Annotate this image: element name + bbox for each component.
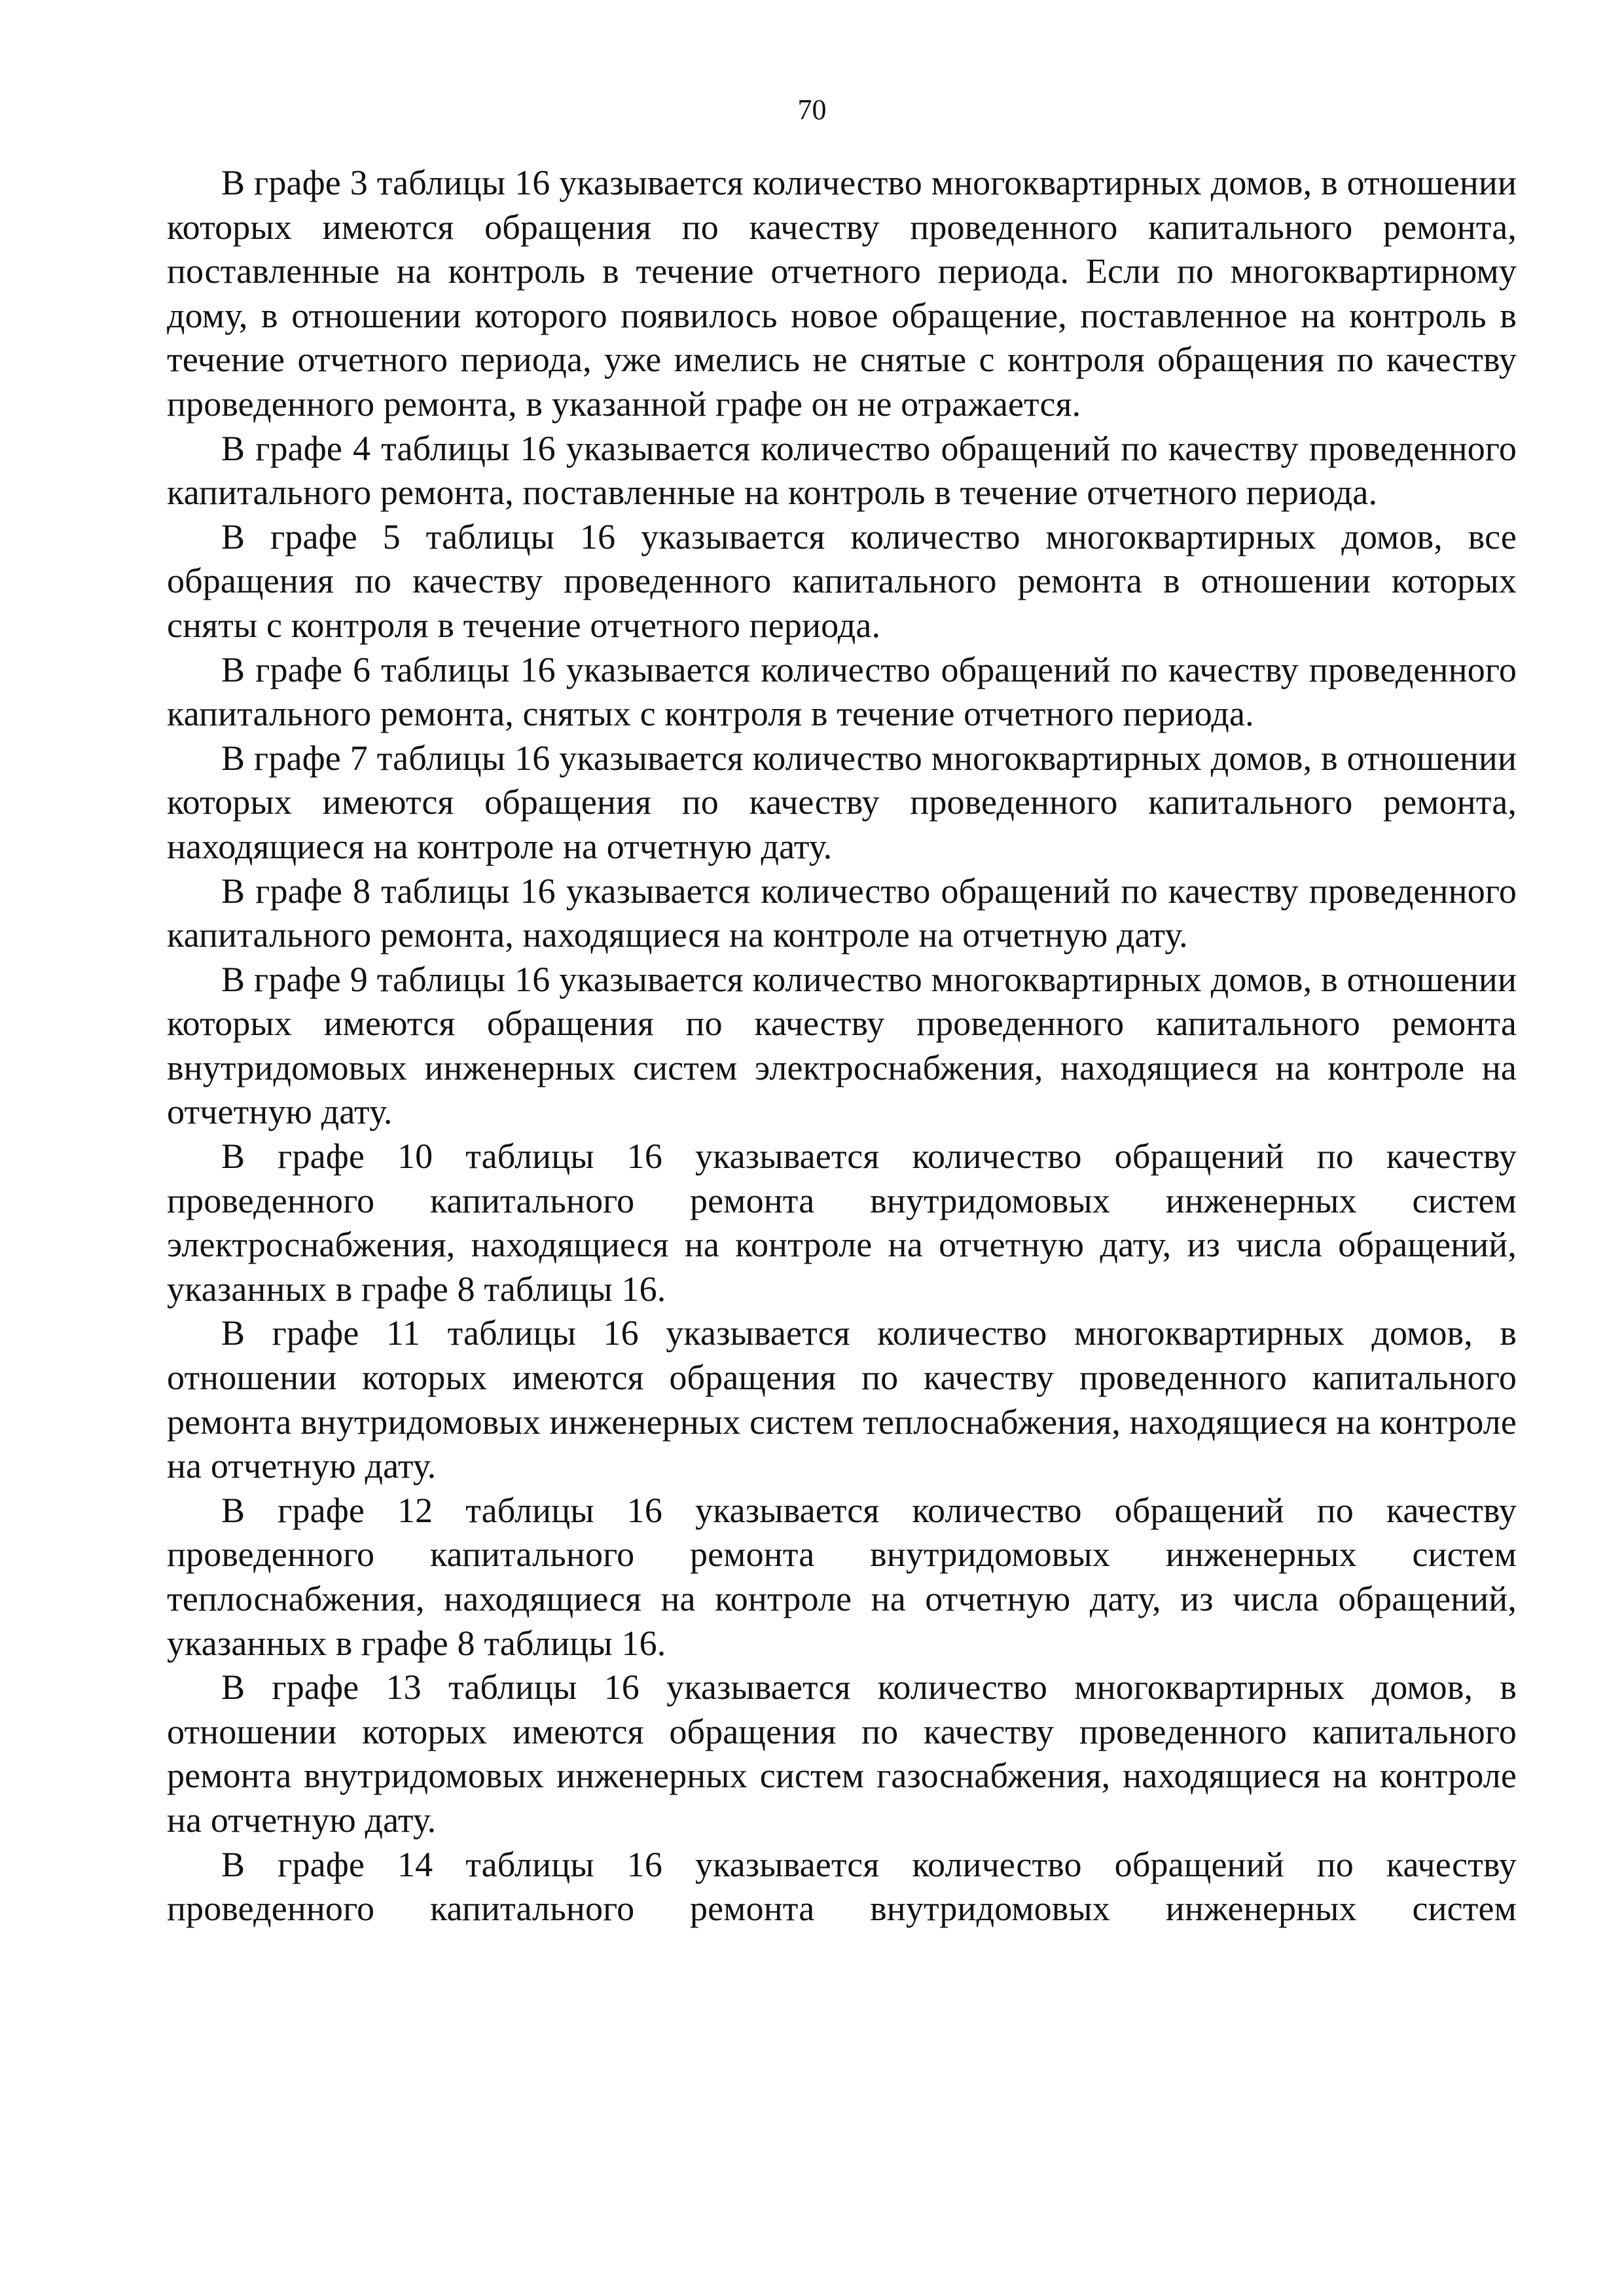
paragraph-grafa-13: В графе 13 таблицы 16 указывается количество многоквартирных домов, в отношении которых имеются обращения по качеству проведенного капитального ремонта внутридомовых инженерных систем газоснабжения, находящиеся на контроле на отчетную дату.: [167, 1667, 1517, 1840]
paragraph-grafa-3: В графе 3 таблицы 16 указывается количество многоквартирных домов, в отношении которых имеются обращения по качеству проведенного капитального ремонта, поставленные на контроль в течение отчетного периода. Если по многоквартирному дому, в отношении которого появилось новое обращение, поставленное на контроль в течение отчетного периода, уже имелись не снятые с контроля обращения по качеству проведенного ремонта, в указанной графе он не отражается.: [167, 163, 1517, 424]
paragraph-grafa-12: В графе 12 таблицы 16 указывается количество обращений по качеству проведенного капитального ремонта внутридомовых инженерных систем теплоснабжения, находящиеся на контроле на отчетную дату, из числа обращений, указанных в графе 8 таблицы 16.: [167, 1490, 1517, 1663]
paragraph-grafa-14: В графе 14 таблицы 16 указывается количество обращений по качеству проведенного капитального ремонта внутридомовых инженерных систем: [167, 1844, 1517, 1929]
paragraph-grafa-10: В графе 10 таблицы 16 указывается количество обращений по качеству проведенного капитального ремонта внутридомовых инженерных систем электроснабжения, находящиеся на контроле на отчетную дату, из числа обращений, указанных в графе 8 таблицы 16.: [167, 1137, 1517, 1309]
paragraph-grafa-7: В графе 7 таблицы 16 указывается количество многоквартирных домов, в отношении которых имеются обращения по качеству проведенного капитального ремонта, находящиеся на контроле на отчетную дату.: [167, 738, 1517, 866]
paragraph-grafa-5: В графе 5 таблицы 16 указывается количество многоквартирных домов, все обращения по качеству проведенного капитального ремонта в отношении которых сняты с контроля в течение отчетного периода.: [167, 517, 1517, 645]
paragraph-grafa-8: В графе 8 таблицы 16 указывается количество обращений по качеству проведенного капитального ремонта, находящиеся на контроле на отчетную дату.: [167, 871, 1517, 955]
paragraph-grafa-9: В графе 9 таблицы 16 указывается количество многоквартирных домов, в отношении которых имеются обращения по качеству проведенного капитального ремонта внутридомовых инженерных систем электроснабжения, находящиеся на контроле на отчетную дату.: [167, 959, 1517, 1132]
paragraph-grafa-6: В графе 6 таблицы 16 указывается количество обращений по качеству проведенного капитального ремонта, снятых с контроля в течение отчетного периода.: [167, 649, 1517, 734]
paragraph-grafa-4: В графе 4 таблицы 16 указывается количество обращений по качеству проведенного капитального ремонта, поставленные на контроль в течение отчетного периода.: [167, 428, 1517, 513]
paragraph-grafa-11: В графе 11 таблицы 16 указывается количество многоквартирных домов, в отношении которых имеются обращения по качеству проведенного капитального ремонта внутридомовых инженерных систем теплоснабжения, находящиеся на контроле на отчетную дату.: [167, 1313, 1517, 1486]
page-number: 70: [797, 94, 827, 126]
document-body: [167, 161, 1517, 1931]
